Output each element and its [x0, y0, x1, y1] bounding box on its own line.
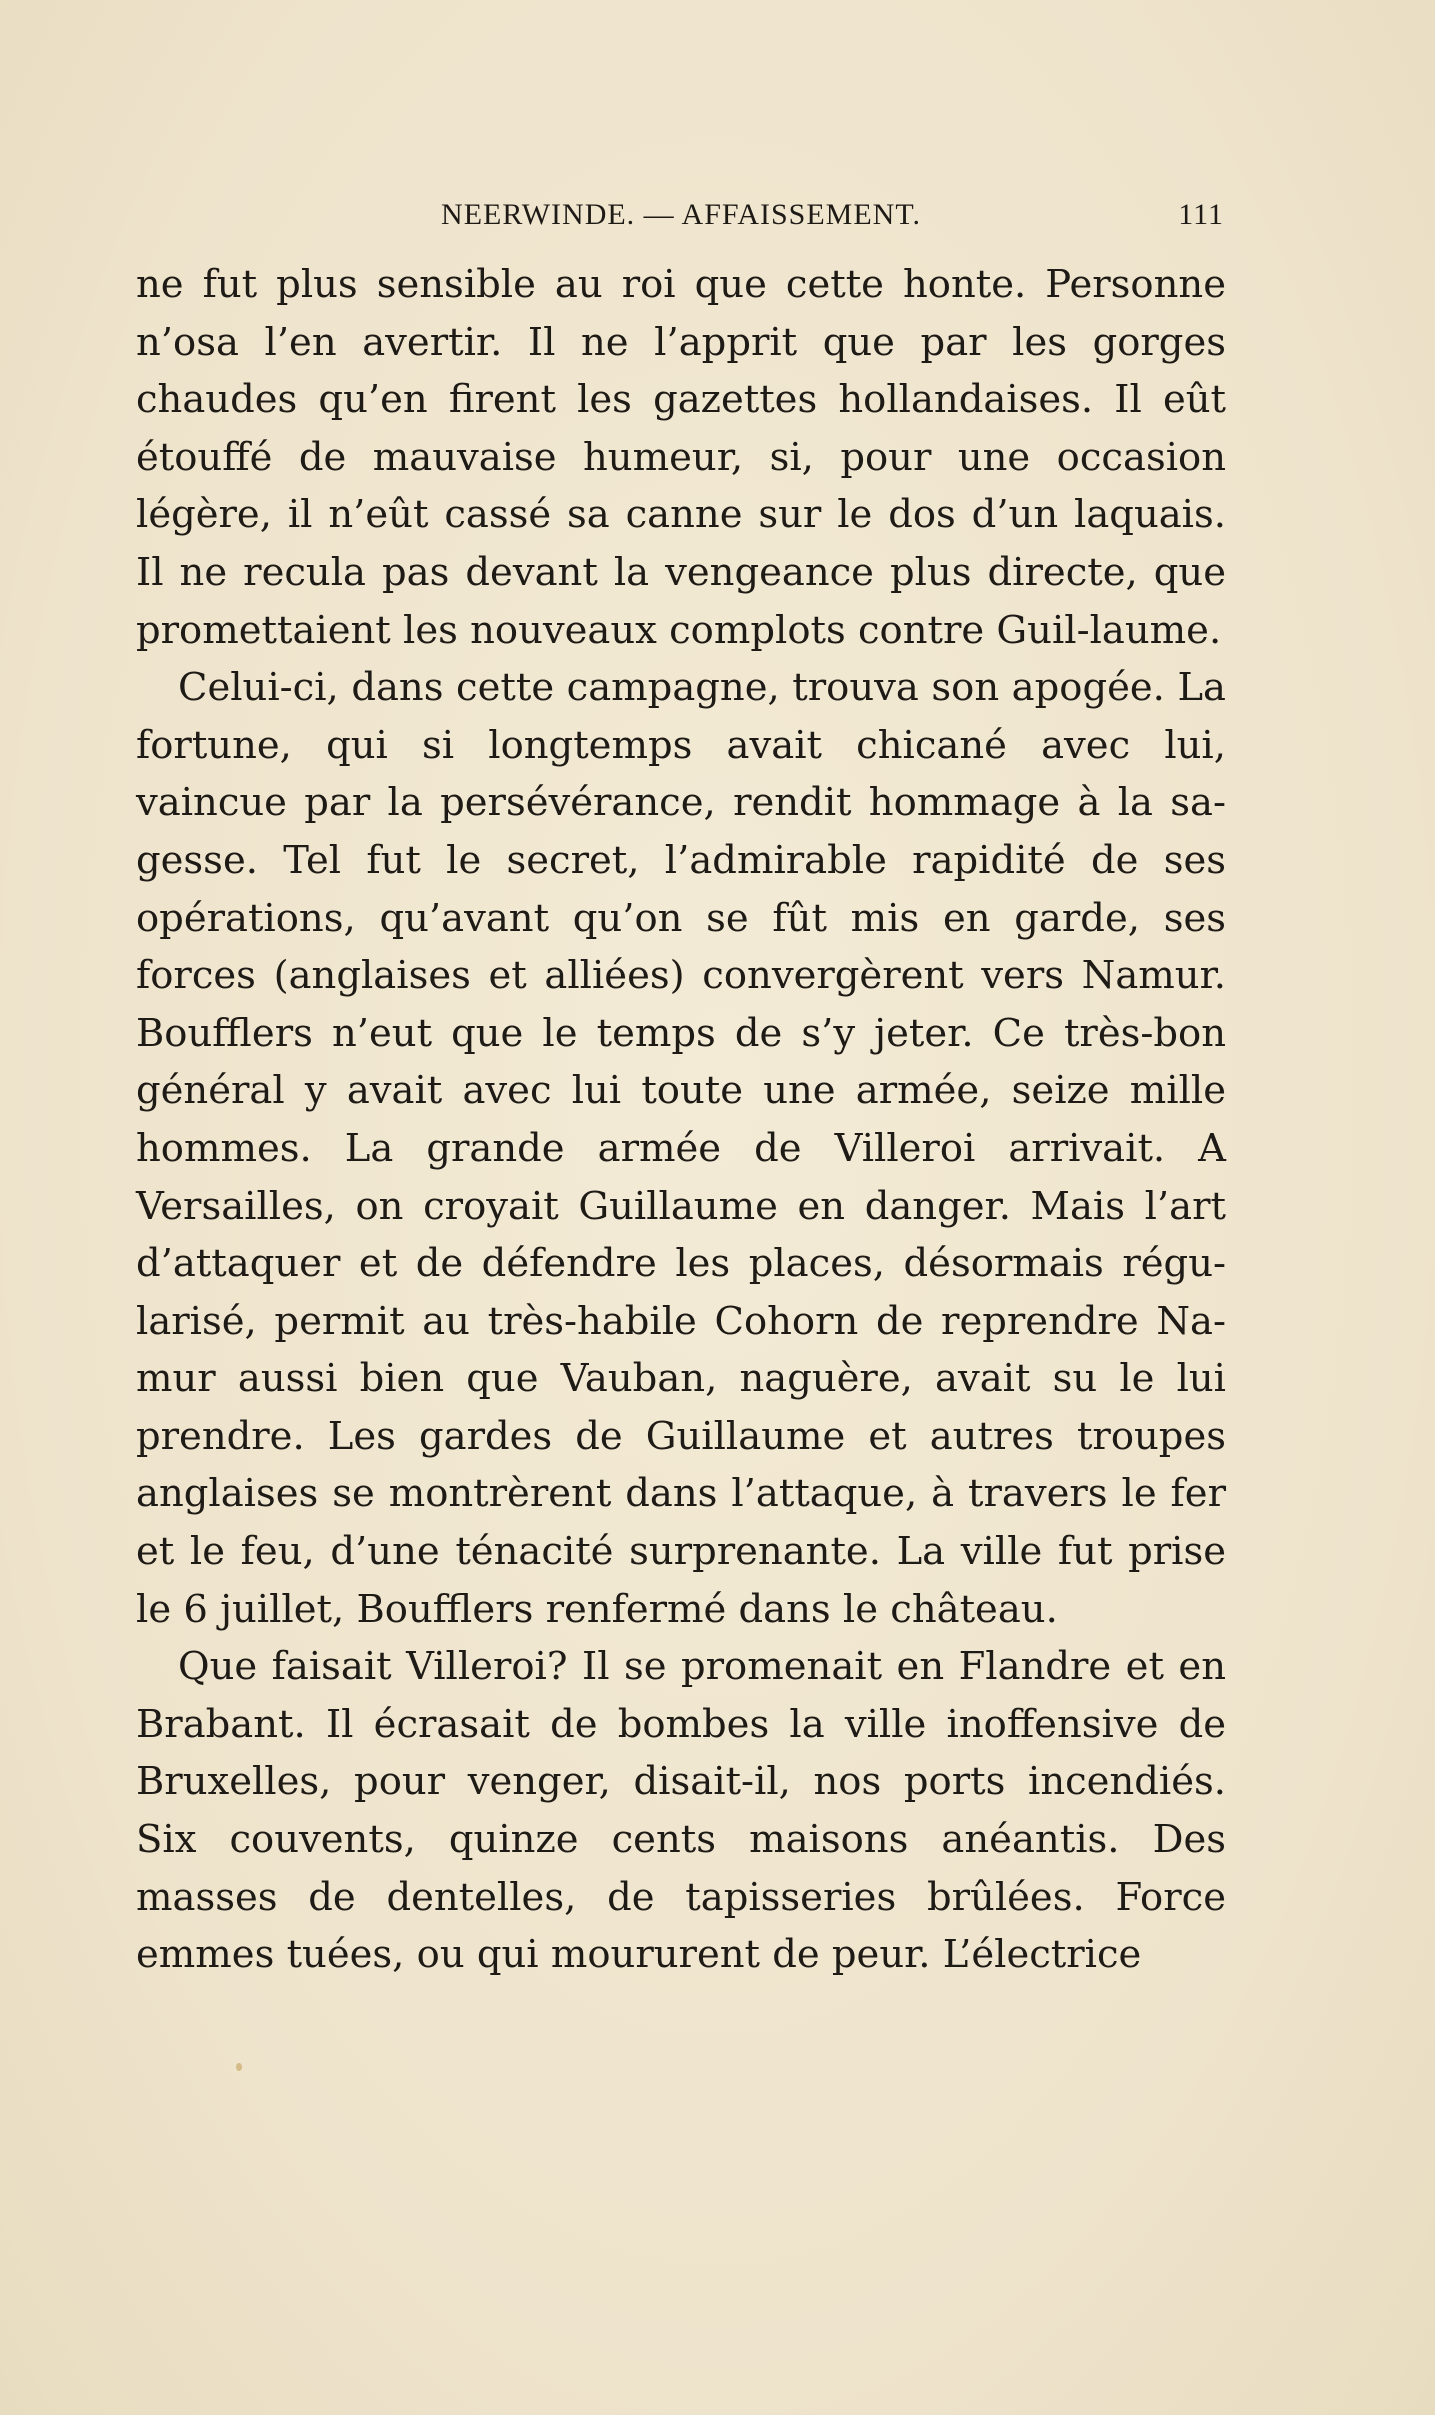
paragraph-3: Que faisait Villeroi? Il se promenait en Flandre et en Brabant. Il écrasait de bombes la ville inoffensive de Bruxelles, pour venger, disait-il, nos ports incendiés. Six couvents, quinze cents maisons anéantis. Des masses de dentelles, de tapisseries brûlées. Force emmes tuées, ou qui moururent de peur. L’électrice: [136, 1644, 1226, 1978]
page-header: [138, 198, 1224, 242]
running-title: NEERWINDE. — AFFAISSEMENT.: [441, 198, 921, 231]
paragraph-2: Celui-ci, dans cette campagne, trouva son apogée. La fortune, qui si longtemps avait chicané avec lui, vaincue par la persévérance, rendit hommage à la sa-gesse. Tel fut le secret, l’admirable rapidité de ses opérations, qu’avant qu’on se fût mis en garde, ses forces (anglaises et alliées) convergèrent vers Namur. Boufflers n’eut que le temps de s’y jeter. Ce très-bon général y avait avec lui toute une armée, seize mille hommes. La grande armée de Villeroi arrivait. A Versailles, on croyait Guillaume en danger. Mais l’art d’attaquer et de défendre les places, désormais régu-larisé, permit au très-habile Cohorn de reprendre Na-mur aussi bien que Vauban, naguère, avait su le lui prendre. Les gardes de Guillaume et autres troupes anglaises se montrèrent dans l’attaque, à travers le fer et le feu, d’une ténacité surprenante. La ville fut prise le 6 juillet, Boufflers renfermé dans le château.: [136, 665, 1226, 1632]
body-text: [136, 256, 1226, 1984]
paper-speck: [236, 2063, 242, 2071]
page-number: 111: [1178, 198, 1224, 231]
paragraph-1: ne fut plus sensible au roi que cette honte. Personne n’osa l’en avertir. Il ne l’apprit que par les gorges chaudes qu’en firent les gazettes hollandaises. Il eût étouffé de mauvaise humeur, si, pour une occasion légère, il n’eût cassé sa canne sur le dos d’un laquais. Il ne recula pas devant la vengeance plus directe, que promettaient les nouveaux complots contre Guil-laume.: [136, 262, 1226, 653]
